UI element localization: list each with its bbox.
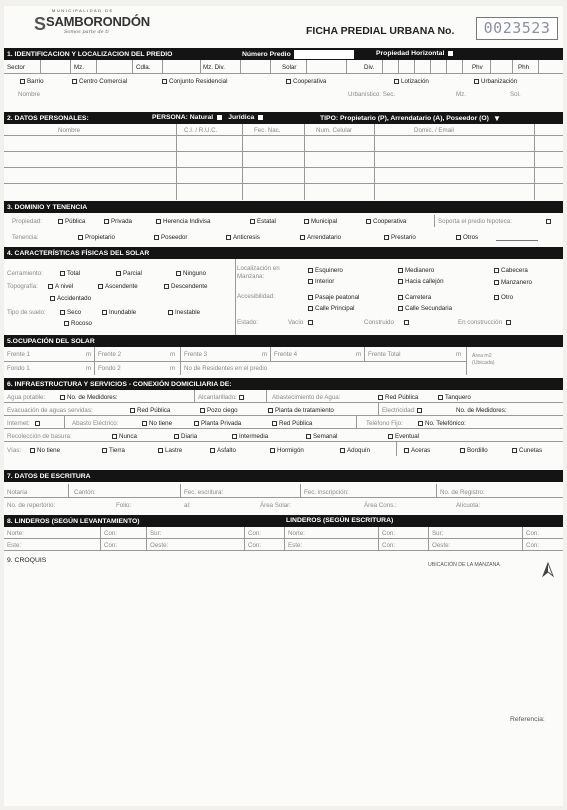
section-3-header	[4, 201, 563, 213]
checkbox-icon	[268, 408, 273, 413]
evac-planta-option[interactable]: Planta de tratamiento	[268, 407, 334, 414]
prop-cooperativa-option[interactable]: Cooperativa	[366, 218, 406, 225]
localizacion-label: Localización en Manzana:	[237, 265, 280, 280]
frente-total-label: Frente Total	[368, 351, 401, 358]
propiedad-horizontal-label: Propiedad Horizontal	[376, 50, 445, 57]
abast-red-publica-option[interactable]: Red Pública	[378, 394, 418, 401]
urbanistico-mz-label: Mz.	[456, 91, 466, 98]
checkbox-icon	[48, 284, 53, 289]
escritura-row-1	[4, 484, 563, 498]
checkbox-icon	[162, 79, 167, 84]
urbanizacion-option[interactable]: Urbanización	[474, 78, 517, 85]
checkbox-icon	[456, 235, 461, 240]
propiedad-horizontal-checkbox[interactable]	[448, 51, 453, 56]
folio-al-label: al:	[184, 502, 191, 509]
no-registro-label: No. de Registro:	[440, 489, 485, 496]
phv-label: Phv	[472, 64, 483, 71]
conjunto-residencial-option[interactable]: Conjunto Residencial	[162, 78, 227, 85]
propiedad-label: Propiedad:	[12, 218, 42, 225]
checkbox-icon	[340, 448, 345, 453]
checkbox-icon	[417, 408, 422, 413]
urbanistico-sol-label: Sol.	[510, 91, 521, 98]
frentes-row	[4, 347, 563, 366]
vias-asfalto-option[interactable]: Asfalto	[210, 447, 236, 454]
checkbox-icon	[398, 279, 403, 284]
checkbox-icon	[394, 79, 399, 84]
estado-construido-option[interactable]: Construido	[364, 319, 411, 326]
fec-inscripcion-label: Fec. inscripción:	[304, 489, 349, 496]
table-row[interactable]	[4, 184, 563, 200]
col-ci-ruc: C.I. / R.U.C.	[184, 127, 218, 134]
checkbox-icon	[130, 408, 135, 413]
no-repertorio-label: No. de repertorio:	[7, 502, 56, 509]
checkbox-icon	[306, 434, 311, 439]
cerramiento-label: Cerramiento:	[7, 270, 43, 277]
checkbox-icon	[60, 310, 65, 315]
frente-2-label: Frente 2	[98, 351, 122, 358]
agua-medidores-option[interactable]: No. de Medidores:	[60, 394, 118, 401]
ten-poseedor-option[interactable]: Poseedor	[154, 234, 188, 241]
vias-bordillo-option[interactable]: Bordillo	[460, 447, 488, 454]
sector-label: Sector	[7, 64, 25, 71]
col-domic-email: Domic. / Email	[414, 127, 454, 134]
frente-3-unit: m	[262, 351, 268, 358]
evac-pozo-option[interactable]: Pozo ciego	[200, 407, 238, 414]
checkbox-icon	[308, 279, 313, 284]
loc-manzanero-option[interactable]: Manzanero	[494, 279, 532, 286]
prop-estatal-option[interactable]: Estatal	[250, 218, 276, 225]
hipoteca-checkbox[interactable]	[546, 218, 553, 225]
esc-sur-label: Sur:	[432, 530, 444, 537]
internet-label: Internet:	[7, 420, 42, 427]
fondo-1-unit: m	[86, 365, 92, 372]
abasto-red-publica-option[interactable]: Red Pública	[272, 420, 312, 427]
fondo-2-unit: m	[170, 365, 176, 372]
form-header	[4, 6, 563, 46]
loc-esquinero-option[interactable]: Esquinero	[308, 267, 343, 274]
basura-semanal-option[interactable]: Semanal	[306, 433, 337, 440]
hipoteca-label: Soporta el predio hipoteca:	[438, 218, 512, 225]
section-1-title: 1. IDENTIFICACION Y LOCALIZACION DEL PREDIO	[7, 50, 173, 58]
checkbox-icon	[460, 448, 465, 453]
checkbox-icon	[308, 320, 313, 325]
evac-red-publica-option[interactable]: Red Pública	[130, 407, 170, 414]
suelo-inestable-option[interactable]: Inestable	[168, 309, 200, 316]
loc-interior-option[interactable]: Interior	[308, 278, 334, 285]
esc-oeste-con-label: Con:	[526, 542, 540, 549]
checkbox-icon	[506, 320, 511, 325]
vias-row	[4, 442, 563, 456]
checkbox-icon	[404, 448, 409, 453]
prop-privada-option[interactable]: Privada	[104, 218, 132, 225]
suelo-seco-option[interactable]: Seco	[60, 309, 81, 316]
div-label: Div.	[364, 64, 375, 71]
topo-accidentado-option[interactable]: Accidentado	[50, 295, 91, 302]
checkbox-icon	[308, 295, 313, 300]
frente-3-label: Frente 3	[184, 351, 208, 358]
section-2-header	[4, 112, 563, 124]
checkbox-icon	[384, 235, 389, 240]
s1-name-row	[4, 88, 563, 100]
checkbox-icon	[226, 235, 231, 240]
persona-natural-label: PERSONA: Natural	[152, 114, 214, 121]
lev-este-label: Este:	[7, 542, 22, 549]
s1-codes-row	[4, 60, 563, 74]
acc-principal-option[interactable]: Calle Principal	[308, 305, 355, 312]
section-5-header	[4, 335, 563, 347]
ten-propietario-option[interactable]: Propietario	[78, 234, 115, 241]
vias-tierra-option[interactable]: Tierra	[102, 447, 125, 454]
propiedad-row	[4, 213, 563, 228]
linderos-este-row	[4, 539, 563, 551]
urbanistico-sec-label: Urbanístico: Sec.	[348, 91, 396, 98]
cerr-ninguno-option[interactable]: Ninguno	[176, 270, 206, 277]
municipality-logo-icon: S	[34, 14, 47, 34]
checkbox-icon	[60, 395, 65, 400]
barrio-option[interactable]: Barrio	[20, 78, 44, 85]
electricidad-label: Electricidad:	[382, 407, 424, 414]
section-5-title: 5.OCUPACIÓN DEL SOLAR	[7, 337, 95, 345]
esc-oeste-label: Oeste:	[432, 542, 451, 549]
checkbox-icon	[176, 271, 181, 276]
fec-escritura-label: Fec. escritura:	[184, 489, 224, 496]
checkbox-icon	[30, 448, 35, 453]
checkbox-icon	[104, 219, 109, 224]
section-6-header	[4, 378, 563, 390]
logo-tagline: Somos parte de ti	[64, 29, 109, 35]
col-num-celular: Num. Celular	[316, 127, 353, 134]
checkbox-icon	[20, 79, 25, 84]
numero-predio-label: Número Predio	[242, 51, 291, 58]
section-1-header	[4, 48, 563, 60]
checkbox-icon	[300, 235, 305, 240]
checkbox-icon	[512, 448, 517, 453]
topo-ascendente-option[interactable]: Ascendente	[98, 283, 138, 290]
checkbox-icon	[102, 310, 107, 315]
lev-norte-con-label: Con:	[104, 530, 118, 537]
basura-label: Recolección de basura:	[7, 433, 72, 440]
checkbox-icon	[304, 219, 309, 224]
basura-row	[4, 429, 563, 442]
notaria-label: Notaría	[7, 489, 28, 496]
table-row[interactable]	[4, 168, 563, 184]
tipo-suelo-label: Tipo de suelo:	[7, 309, 46, 316]
lev-norte-label: Norte:	[7, 530, 24, 537]
ten-prestario-option[interactable]: Prestario	[384, 234, 416, 241]
section-6-title: 6. INFRAESTRUCTURA Y SERVICIOS - CONEXIÓN DOMICILIARIA DE:	[7, 380, 232, 388]
evacuacion-row	[4, 403, 563, 416]
linderos-norte-row	[4, 527, 563, 539]
prop-publica-option[interactable]: Pública	[58, 218, 85, 225]
esc-este-con-label: Con:	[382, 542, 396, 549]
logo-municipality-text: MUNICIPALIDAD DE	[52, 8, 114, 13]
checkbox-icon	[366, 219, 371, 224]
loc-medianero-option[interactable]: Medianero	[398, 267, 434, 274]
loc-callejon-option[interactable]: Hacia callejón	[398, 278, 444, 285]
frente-1-unit: m	[86, 351, 92, 358]
estado-vacio-option[interactable]: Vacío	[288, 319, 315, 326]
lev-este-con-label: Con:	[104, 542, 118, 549]
estado-label: Estado:	[237, 319, 258, 326]
checkbox-icon	[164, 284, 169, 289]
residentes-label: No de Residentes en el predio	[184, 365, 268, 372]
checkbox-icon	[102, 448, 107, 453]
cooperativa-option[interactable]: Cooperativa	[286, 78, 326, 85]
canton-label: Cantón:	[74, 489, 96, 496]
checkbox-icon	[60, 271, 65, 276]
checkbox-icon	[168, 310, 173, 315]
vias-adoquin-option[interactable]: Adoquín	[340, 447, 370, 454]
frente-2-unit: m	[170, 351, 176, 358]
section-8-title: 8. LINDEROS (SEGÚN LEVANTAMIENTO)	[7, 517, 140, 525]
estado-construccion-option[interactable]: En construcción	[458, 319, 513, 326]
checkbox-icon	[494, 268, 499, 273]
form-number: 0023523	[476, 17, 558, 40]
checkbox-icon	[210, 448, 215, 453]
esc-norte-label: Norte:	[288, 530, 305, 537]
checkbox-icon	[286, 79, 291, 84]
topografia-label: Topografía:	[7, 283, 38, 290]
cerr-total-option[interactable]: Total	[60, 270, 80, 277]
fondo-2-label: Fondo 2	[98, 365, 121, 372]
col-nombre: Nombre	[58, 127, 81, 134]
table-row[interactable]	[4, 152, 563, 168]
section-4-title: 4. CARACTERÍSTICAS FÍSICAS DEL SOLAR	[7, 249, 150, 257]
numero-predio-field[interactable]	[294, 50, 354, 59]
checkbox-icon	[494, 280, 499, 285]
ubicacion-manzana-label: UBICACIÓN DE LA MANZANA	[428, 562, 500, 568]
persona-juridica-checkbox[interactable]	[258, 115, 263, 120]
acc-peatonal-option[interactable]: Pasaje peatonal	[308, 294, 359, 301]
croquis-drawing-area[interactable]	[4, 566, 563, 802]
telefono-label: Teléfono Fijo:	[366, 420, 403, 427]
personal-data-header-row	[4, 124, 563, 136]
vias-label: Vías:	[7, 447, 22, 454]
checkbox-icon	[142, 421, 147, 426]
section-8-header	[4, 515, 563, 527]
vias-hormigon-option[interactable]: Hormigón	[270, 447, 304, 454]
checkbox-icon	[272, 421, 277, 426]
agua-potable-label: Agua potable:	[7, 394, 46, 401]
persona-juridica-label: Jurídica	[228, 114, 255, 121]
triangle-down-icon: ▼	[492, 114, 501, 123]
lev-oeste-con-label: Con:	[248, 542, 262, 549]
checkbox-icon	[438, 395, 443, 400]
section-3-title: 3. DOMINIO Y TENENCIA	[7, 203, 88, 211]
checkbox-icon	[398, 268, 403, 273]
checkbox-icon	[112, 434, 117, 439]
topo-nivel-option[interactable]: A nivel	[48, 283, 73, 290]
topo-descendente-option[interactable]: Descendente	[164, 283, 207, 290]
lev-sur-label: Sur:	[150, 530, 162, 537]
checkbox-icon	[398, 306, 403, 311]
acc-carretera-option[interactable]: Carretera	[398, 294, 431, 301]
evacuacion-label: Evacuación de aguas servidas:	[7, 407, 93, 414]
vias-aceras-option[interactable]: Aceras	[404, 447, 430, 454]
persona-natural-checkbox[interactable]	[217, 115, 222, 120]
checkbox-icon	[154, 235, 159, 240]
checkbox-icon	[98, 284, 103, 289]
checkbox-icon	[378, 395, 383, 400]
checkbox-icon	[194, 421, 199, 426]
basura-diaria-option[interactable]: Diaria	[174, 433, 197, 440]
cdla-label: Cdla.	[136, 64, 151, 71]
vias-lastre-option[interactable]: Lastre	[158, 447, 182, 454]
checkbox-icon	[308, 306, 313, 311]
folio-label: Folio:	[116, 502, 132, 509]
section-7-title: 7. DATOS DE ESCRITURA	[7, 472, 91, 480]
esc-norte-con-label: Con:	[382, 530, 396, 537]
ten-arrendatario-option[interactable]: Arrendatario	[300, 234, 341, 241]
prop-herencia-option[interactable]: Herencia Indivisa	[156, 218, 210, 225]
form-title: FICHA PREDIAL URBANA No.	[306, 25, 455, 37]
suelo-rocoso-option[interactable]: Rocoso	[64, 320, 92, 327]
fondos-row	[4, 361, 563, 375]
checkbox-icon	[474, 79, 479, 84]
accesibilidad-label: Accesibilidad:	[237, 293, 275, 300]
telefono-option[interactable]: No. Telefónico:	[418, 420, 466, 427]
frente-4-unit: m	[356, 351, 362, 358]
solar-label: Solar	[282, 64, 297, 71]
prop-municipal-option[interactable]: Municipal	[304, 218, 337, 225]
checkbox-icon	[72, 79, 77, 84]
agua-row	[4, 390, 563, 403]
basura-eventual-option[interactable]: Eventual	[388, 433, 419, 440]
logo-city-name: SAMBORONDÓN	[46, 14, 150, 29]
s1-type-options	[4, 74, 563, 88]
frente-4-label: Frente 4	[274, 351, 298, 358]
checkbox-icon	[232, 434, 237, 439]
internet-row	[4, 416, 563, 429]
alcantarillado-label: Alcantarillado:	[198, 394, 246, 401]
checkbox-icon	[404, 320, 409, 325]
section-7-header	[4, 470, 563, 482]
checkbox-icon	[156, 219, 161, 224]
checkbox-icon	[78, 235, 83, 240]
checkbox-icon	[250, 219, 255, 224]
escritura-row-2	[4, 498, 563, 512]
elec-medidores-label: No. de Medidores:	[456, 407, 507, 414]
checkbox-icon	[546, 219, 551, 224]
checkbox-icon	[239, 395, 244, 400]
ten-anticresis-option[interactable]: Anticresis	[226, 234, 260, 241]
mz-div-label: Mz. Div.	[203, 64, 225, 71]
checkbox-icon	[270, 448, 275, 453]
col-fec-nac: Fec. Nac.	[254, 127, 281, 134]
frente-total-unit: m	[456, 351, 462, 358]
abastecimiento-label: Abastecimiento de Agua:	[272, 394, 341, 401]
table-row[interactable]	[4, 136, 563, 152]
area-solar-label: Área Solar:	[260, 502, 291, 509]
vias-cunetas-option[interactable]: Cunetas	[512, 447, 542, 454]
tenencia-label: Tenencia:	[12, 234, 39, 241]
acc-secundaria-option[interactable]: Calle Secundaria	[398, 305, 452, 312]
esc-sur-con-label: Con:	[526, 530, 540, 537]
lotizacion-option[interactable]: Lotización	[394, 78, 429, 85]
otros-field[interactable]	[496, 240, 538, 241]
lev-oeste-label: Oeste:	[150, 542, 169, 549]
basura-nunca-option[interactable]: Nunca	[112, 433, 137, 440]
phh-label: Phh	[518, 64, 530, 71]
area-cons-label: Área Cons.:	[364, 502, 397, 509]
tenencia-row	[4, 228, 563, 244]
property-form	[4, 6, 563, 806]
abasto-no-tiene-option[interactable]: No tiene	[142, 420, 172, 427]
loc-cabecera-option[interactable]: Cabecera	[494, 267, 528, 274]
vias-no-tiene-option[interactable]: No tiene	[30, 447, 60, 454]
mz-label: Mz.	[74, 64, 84, 71]
checkbox-icon	[494, 295, 499, 300]
abasto-electrico-label: Abasto Eléctrico:	[72, 420, 119, 427]
checkbox-icon	[388, 434, 393, 439]
acc-otro-option[interactable]: Otro	[494, 294, 513, 301]
checkbox-icon	[308, 268, 313, 273]
frente-1-label: Frente 1	[7, 351, 31, 358]
area-label: Área m2 (Ubicada)	[472, 353, 495, 366]
abast-tanquero-option[interactable]: Tanquero	[438, 394, 471, 401]
alicuota-label: Alícuota:	[456, 502, 481, 509]
section-2-title: 2. DATOS PERSONALES:	[7, 114, 89, 122]
tipo-label: TIPO: Propietario (P), Arrendatario (A), Poseedor (O)	[320, 115, 489, 122]
checkbox-icon	[35, 421, 40, 426]
checkbox-icon	[50, 296, 55, 301]
croquis-title: 9. CROQUIS	[7, 557, 47, 564]
suelo-inundable-option[interactable]: Inundable	[102, 309, 136, 316]
abasto-planta-privada-option[interactable]: Planta Privada	[194, 420, 241, 427]
checkbox-icon	[174, 434, 179, 439]
section-4-header	[4, 247, 563, 259]
lev-sur-con-label: Con:	[248, 530, 262, 537]
cerr-parcial-option[interactable]: Parcial	[116, 270, 142, 277]
nombre-label: Nombre	[18, 91, 41, 98]
basura-intermedia-option[interactable]: Intermedia	[232, 433, 268, 440]
fondo-1-label: Fondo 1	[7, 365, 30, 372]
checkbox-icon	[58, 219, 63, 224]
checkbox-icon	[200, 408, 205, 413]
linderos-escritura-title: LINDEROS (SEGÚN ESCRITURA)	[286, 517, 394, 524]
centro-comercial-option[interactable]: Centro Comercial	[72, 78, 127, 85]
checkbox-icon	[64, 321, 69, 326]
checkbox-icon	[398, 295, 403, 300]
checkbox-icon	[158, 448, 163, 453]
ten-otros-option[interactable]: Otros	[456, 234, 478, 241]
checkbox-icon	[116, 271, 121, 276]
esc-este-label: Este:	[288, 542, 303, 549]
checkbox-icon	[418, 421, 423, 426]
referencia-label: Referencia:	[510, 716, 545, 723]
